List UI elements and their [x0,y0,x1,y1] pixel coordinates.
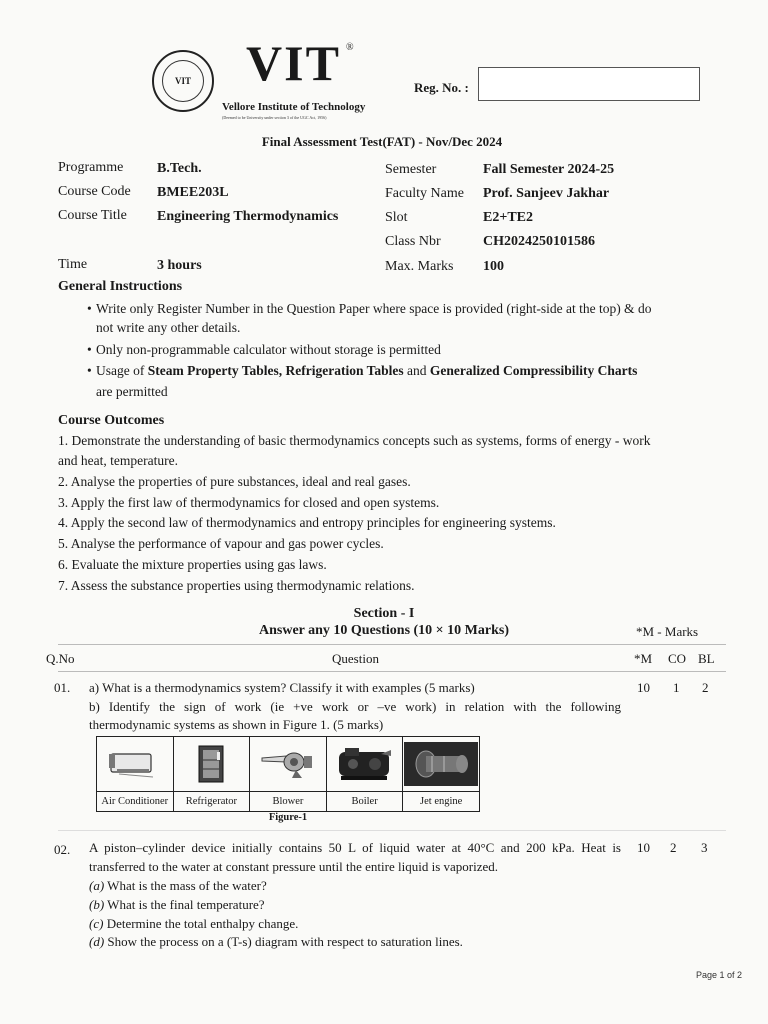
course-outcome-1-line-2: and heat, temperature. [58,453,178,468]
figure-label-boiler: Boiler [326,792,403,812]
instruction-3-line-1 [96,361,637,381]
col-marks-header: *M [634,651,653,666]
exam-title [0,134,768,150]
question-2a [89,876,267,895]
figure-1-caption: Figure-1 [268,812,308,823]
max-marks-value: 100 [483,259,504,274]
table-top-rule [58,644,726,645]
boiler-icon [331,742,399,786]
course-outcome-1-line-1: 1. Demonstrate the understanding of basic thermodynamics concepts such as systems, forms of energy - work [58,433,651,448]
time-value: 3 hours [157,258,202,273]
question-2d-text: Show the process on a (T-s) diagram with respect to saturation lines. [104,934,463,949]
question-1-marks: 10 [637,680,650,695]
deemed-university-note: (Deemed to be University under section 3 of the UGC Act, 1956) [222,115,327,120]
jet-engine-image [403,737,480,792]
figure-label-refrigerator: Refrigerator [173,792,250,812]
course-code-value: BMEE203L [157,185,229,200]
slot-value: E2+TE2 [483,210,533,225]
marks-note: *M - Marks [636,624,699,639]
figure-label-blower: Blower [250,792,327,812]
instruction-3-line-2: are permitted [96,384,168,399]
vit-seal-logo [152,50,214,112]
page-number: Page 1 of 2 [696,970,743,980]
table-header-rule [58,671,726,672]
course-code-label: Course Code [58,184,131,199]
question-2a-text: What is the mass of the water? [104,878,267,893]
course-title-value: Engineering Thermodynamics [157,209,339,224]
instruction-3-charts: Generalized Compressibility Charts [429,363,638,378]
question-2-number: 02. [54,842,71,857]
figure-label-air-conditioner: Air Conditioner [97,792,174,812]
col-qno-header: Q.No [46,651,75,666]
bullet-icon: • [87,342,92,357]
institute-name: Vellore Institute of Technology [222,101,366,113]
col-co-header: CO [668,651,687,666]
class-nbr-value: CH2024250101586 [483,234,595,249]
instruction-3-pre: Usage of [96,363,148,378]
question-2b [89,895,265,914]
question-2c-text: Determine the total enthalpy change. [103,916,299,931]
course-outcome-6: 6. Evaluate the mixture properties using gas laws. [58,557,327,572]
semester-value: Fall Semester 2024-25 [483,162,615,177]
blower-image [250,737,327,792]
question-divider [58,830,726,831]
course-outcome-7: 7. Assess the substance properties using thermodynamic relations. [58,578,415,593]
programme-value: B.Tech. [157,161,202,176]
question-2-marks: 10 [637,840,650,855]
vit-logo-word: VIT [246,35,341,91]
question-2c-tag: (c) [89,916,104,931]
reg-no-label: Reg. No. : [414,80,469,95]
course-outcome-5: 5. Analyse the performance of vapour and gas power cycles. [58,536,384,551]
instruction-3-and: and [403,363,430,378]
instruction-2: Only non-programmable calculator without storage is permitted [96,342,441,357]
course-outcome-4: 4. Apply the second law of thermodynamics and entropy principles for engineering systems. [58,515,556,530]
instructions-heading: General Instructions [58,279,183,294]
question-2-line-1: A piston–cylinder device initially contains 50 L of liquid water at 40°C and 200 kPa. Heat is [89,840,621,855]
slot-label: Slot [385,210,408,225]
faculty-value: Prof. Sanjeev Jakhar [483,186,610,201]
question-2a-tag: (a) [89,878,105,893]
section-title: Section - I [353,606,415,621]
question-1b-line-1: b) Identify the sign of work (ie +ve work or –ve work) in relation with the following [89,699,621,714]
section-subtitle: Answer any 10 Questions (10 × 10 Marks) [258,623,509,638]
question-2-bl: 3 [701,840,708,855]
class-nbr-label: Class Nbr [385,234,441,249]
question-1a-text: a) What is a thermodynamics system? Classify it with examples (5 marks) [89,680,475,695]
question-2d-tag: (d) [89,934,105,949]
question-2-co: 2 [670,840,677,855]
instruction-1-line-1: Write only Register Number in the Question Paper where space is provided (right-side at the top) & do [96,301,652,316]
instruction-3-tables: Steam Property Tables, Refrigeration Tables [147,363,404,378]
bullet-icon: • [87,363,92,378]
question-1-number: 01. [54,680,71,695]
programme-label: Programme [58,160,124,175]
question-2-line-2: transferred to the water at constant pressure until the entire liquid is vaporized. [89,859,498,874]
question-2d [89,932,463,951]
refrigerator-icon [181,742,241,786]
time-label: Time [58,257,88,272]
question-2b-tag: (b) [89,897,105,912]
air-conditioner-icon [105,744,165,784]
question-2c [89,914,298,933]
boiler-image [326,737,403,792]
air-conditioner-image [97,737,174,792]
figure-1-table [96,736,480,812]
question-1b-line-2: thermodynamic systems as shown in Figure 1. (5 marks) [89,717,384,732]
question-1-bl: 2 [702,680,709,695]
question-2b-text: What is the final temperature? [104,897,265,912]
blower-icon [256,744,320,784]
refrigerator-image [173,737,250,792]
figure-label-jet-engine: Jet engine [403,792,480,812]
semester-label: Semester [385,162,437,177]
col-bl-header: BL [698,651,715,666]
faculty-label: Faculty Name [385,186,464,201]
seal-text: VIT [162,60,204,102]
registered-mark: ® [346,42,354,53]
question-1-co: 1 [673,680,680,695]
instruction-1-line-2: not write any other details. [96,320,241,335]
reg-no-field[interactable] [478,67,700,101]
exam-title-text: Final Assessment Test(FAT) - Nov/Dec 2024 [261,134,503,149]
max-marks-label: Max. Marks [385,259,454,274]
col-question-header: Question [332,651,379,666]
course-outcome-3: 3. Apply the first law of thermodynamics for closed and open systems. [58,495,440,510]
jet-engine-icon [404,742,478,786]
course-title-label: Course Title [58,208,127,223]
course-outcomes-heading: Course Outcomes [58,413,165,428]
course-outcome-2: 2. Analyse the properties of pure substances, ideal and real gases. [58,474,411,489]
bullet-icon: • [87,301,92,316]
